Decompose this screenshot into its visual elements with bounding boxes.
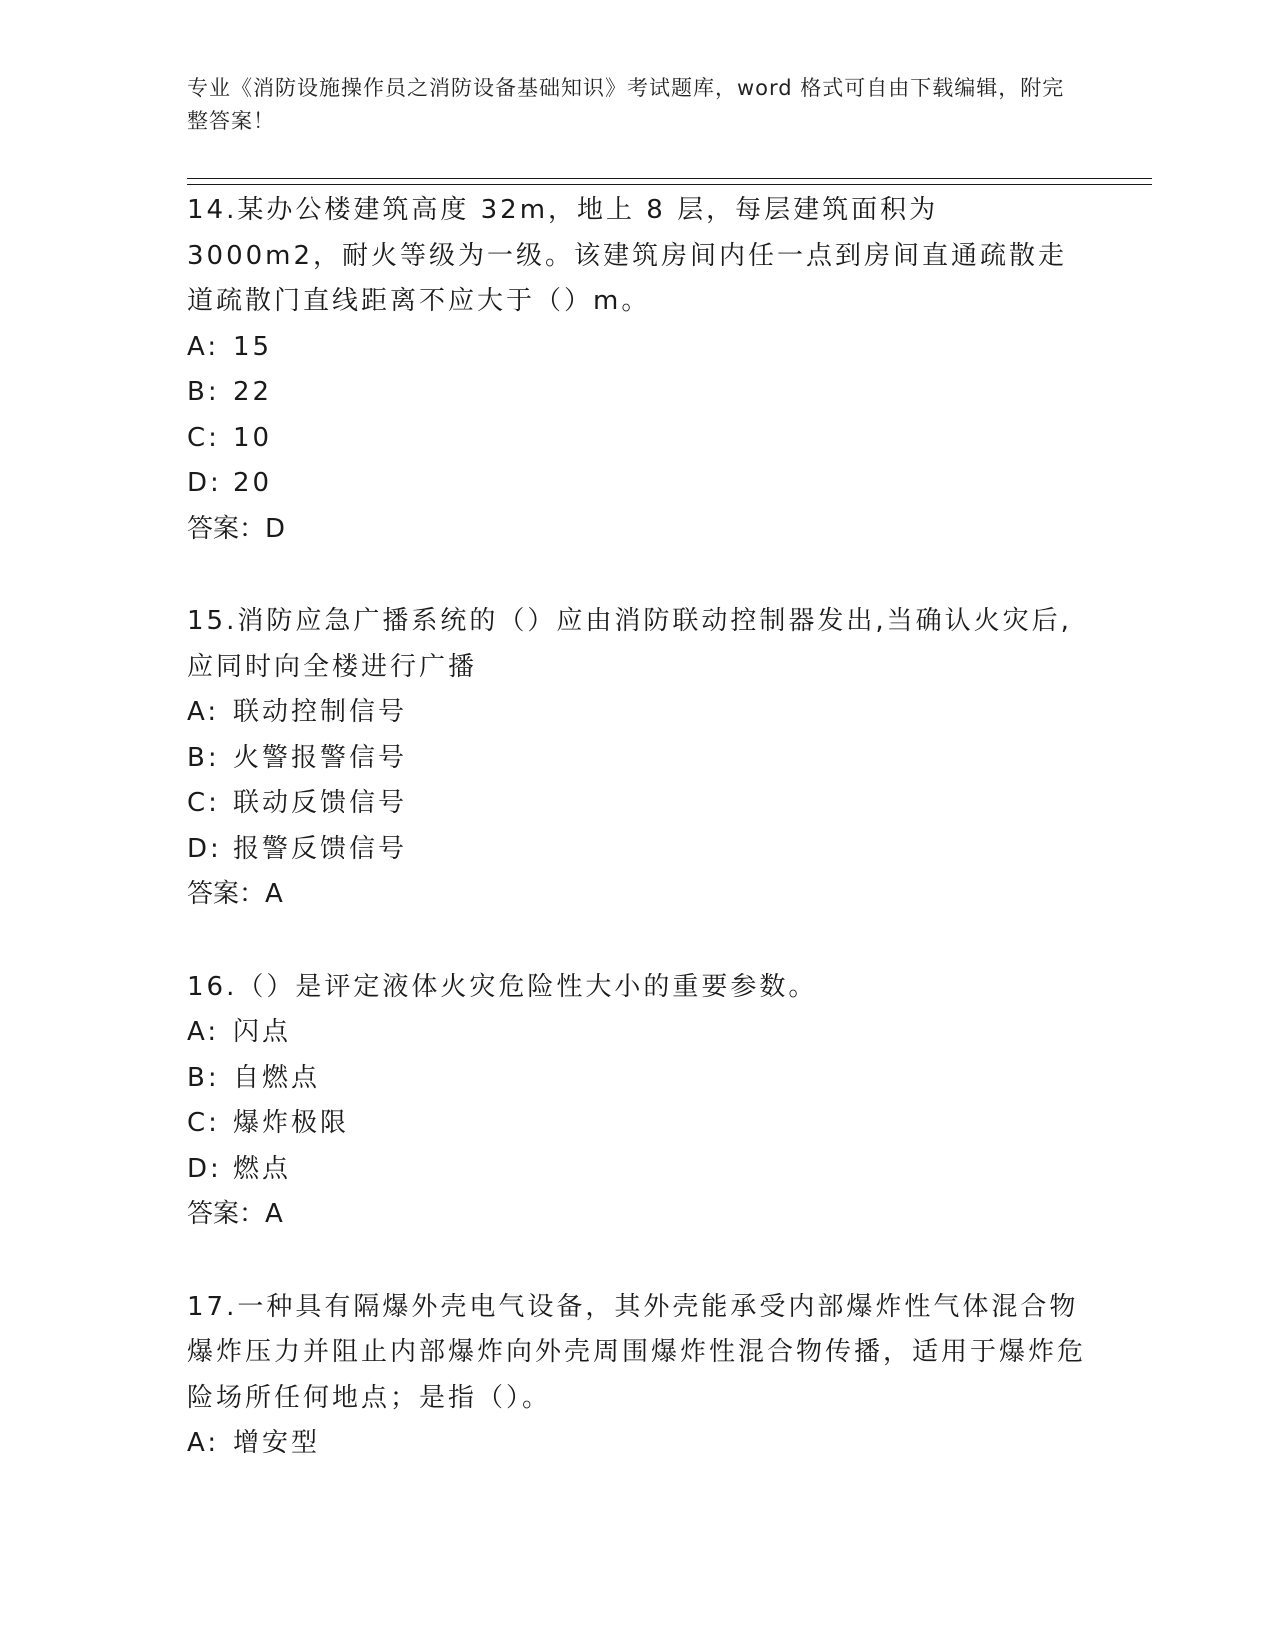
answer-label: 答案：A	[187, 879, 283, 909]
question-17	[187, 1285, 1087, 1467]
option-letter: C:	[187, 422, 220, 453]
spacer	[187, 552, 1087, 599]
question-14	[187, 188, 1087, 552]
option-b	[187, 1056, 1087, 1102]
spacer	[187, 918, 1087, 965]
option-text: 增安型	[233, 1428, 321, 1458]
option-letter: B:	[187, 377, 220, 407]
option-text: 自燃点	[233, 1062, 321, 1093]
option-b	[187, 370, 1087, 416]
option-letter: C:	[187, 1108, 220, 1138]
option-letter: C:	[187, 788, 220, 818]
option-letter: D:	[187, 1153, 222, 1184]
option-letter: A:	[187, 1017, 220, 1047]
question-list	[187, 188, 1087, 1467]
question-text: 14.某办公楼建筑高度 32m，地上 8 层，每层建筑面积为 3000m2，耐火等级为一级。该建筑房间内任一点到房间直通疏散走道疏散门直线距离不应大于（）m。	[187, 195, 1068, 316]
option-a	[187, 1421, 1087, 1467]
option-d	[187, 1147, 1087, 1193]
option-d	[187, 461, 1087, 507]
question-15	[187, 599, 1087, 918]
option-letter: D:	[187, 833, 222, 864]
question-text: 16.（）是评定液体火灾危险性大小的重要参数。	[187, 971, 818, 1002]
option-letter: A:	[187, 331, 220, 362]
option-text: 22	[233, 377, 273, 407]
option-letter: B:	[187, 742, 220, 773]
question-text: 17.一种具有隔爆外壳电气设备，其外壳能承受内部爆炸性气体混合物爆炸压力并阻止内部爆炸向外壳周围爆炸性混合物传播，适用于爆炸危险场所任何地点；是指（）。	[187, 1291, 1087, 1413]
option-a	[187, 690, 1087, 736]
option-text: 闪点	[233, 1017, 292, 1047]
header-divider-top	[187, 178, 1152, 179]
option-text: 10	[233, 422, 273, 453]
document-header: 专业《消防设施操作员之消防设备基础知识》考试题库，word 格式可自由下载编辑，附完整答案！	[187, 76, 1065, 133]
option-text: 火警报警信号	[233, 742, 408, 773]
option-c	[187, 781, 1087, 827]
option-text: 联动控制信号	[233, 697, 408, 727]
header-divider-bottom	[187, 184, 1152, 185]
option-text: 15	[233, 331, 273, 362]
option-a	[187, 1010, 1087, 1056]
question-16	[187, 965, 1087, 1238]
option-letter: A:	[187, 697, 220, 727]
option-letter: D:	[187, 468, 222, 498]
question-text: 15.消防应急广播系统的（）应由消防联动控制器发出,当确认火灾后,应同时向全楼进行广播	[187, 606, 1072, 682]
option-letter: A:	[187, 1428, 220, 1458]
option-d	[187, 827, 1087, 873]
option-text: 爆炸极限	[233, 1108, 350, 1138]
answer-label: 答案：D	[187, 513, 286, 544]
spacer	[187, 1238, 1087, 1285]
answer-label: 答案：A	[187, 1199, 283, 1229]
option-text: 20	[233, 468, 273, 498]
option-letter: B:	[187, 1062, 220, 1093]
option-text: 联动反馈信号	[233, 788, 408, 818]
option-b	[187, 736, 1087, 782]
option-a	[187, 325, 1087, 371]
option-text: 燃点	[233, 1153, 292, 1184]
option-text: 报警反馈信号	[233, 833, 408, 864]
option-c	[187, 1101, 1087, 1147]
option-c	[187, 416, 1087, 462]
